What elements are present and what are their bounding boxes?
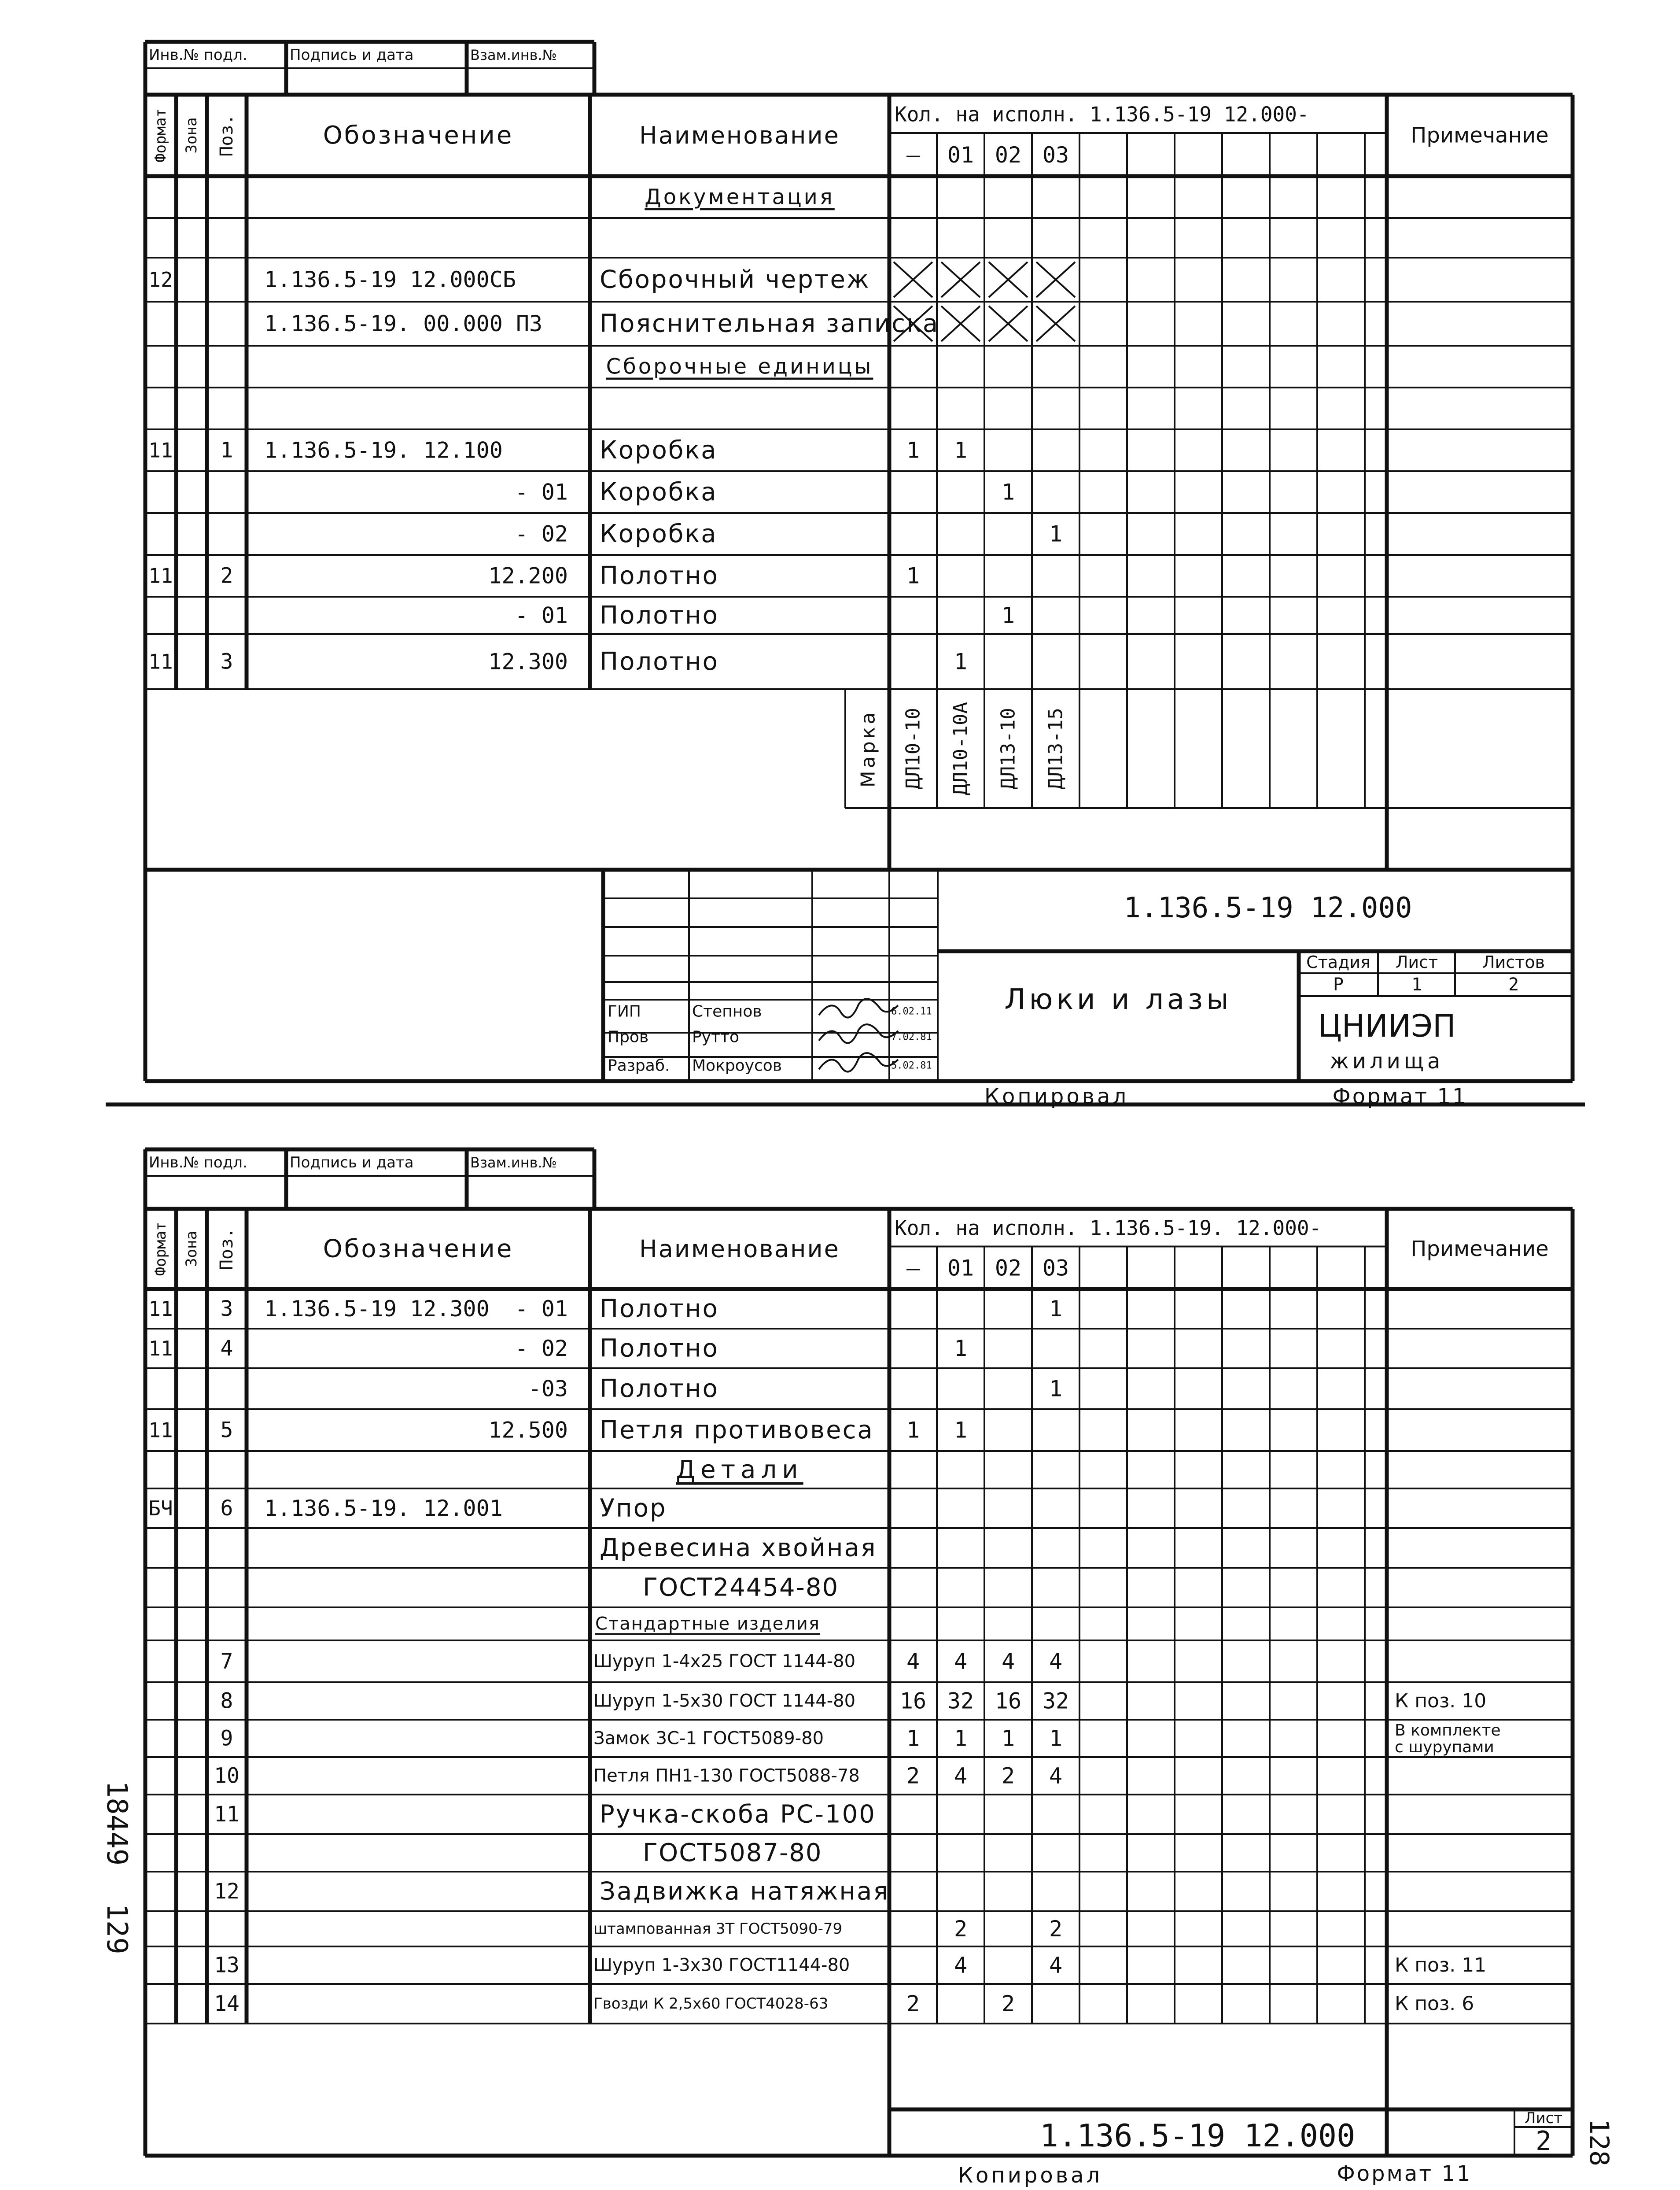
signer-name: Мокроусов bbox=[692, 1056, 782, 1075]
row-designation-suffix: -03 bbox=[528, 1376, 568, 1402]
row-quantity: 4 bbox=[954, 1648, 968, 1674]
row-designation-suffix: - 01 bbox=[515, 479, 568, 505]
header-variant: 03 bbox=[1042, 1255, 1069, 1281]
header-position: Поз. bbox=[217, 1227, 237, 1270]
row-name: Древесина хвойная bbox=[600, 1533, 877, 1562]
format-label: Формат 11 bbox=[1337, 2161, 1472, 2186]
row-name: Шуруп 1-5x30 ГОСТ 1144-80 bbox=[593, 1691, 856, 1711]
row-format: 11 bbox=[148, 1337, 173, 1360]
row-designation: 1.136.5-19. 12.001 bbox=[264, 1496, 503, 1521]
row-name: ГОСТ24454-80 bbox=[643, 1573, 839, 1602]
row-quantity: 2 bbox=[1049, 1916, 1063, 1942]
signer-date: 6.02.11 bbox=[891, 1006, 932, 1017]
row-position: 1 bbox=[220, 438, 233, 463]
header-variant: 03 bbox=[1042, 142, 1069, 168]
row-name: Петля противовеса bbox=[600, 1416, 874, 1444]
row-position: 8 bbox=[220, 1688, 233, 1714]
row-quantity: 1 bbox=[954, 1336, 968, 1361]
row-quantity: 1 bbox=[906, 1417, 920, 1443]
row-quantity: 1 bbox=[1049, 521, 1063, 547]
header-designation: Обозначение bbox=[323, 1234, 514, 1263]
row-note: К поз. 6 bbox=[1395, 1992, 1474, 2015]
sheets-value: 2 bbox=[1508, 975, 1519, 995]
signer-date: 5.02.81 bbox=[891, 1060, 932, 1071]
copied-by-label: Копировал bbox=[958, 2163, 1103, 2188]
row-note: с шурупами bbox=[1395, 1738, 1494, 1756]
stamp-replacement-label: Взам.инв.№ bbox=[470, 47, 557, 63]
row-quantity: 1 bbox=[906, 437, 920, 463]
row-name: Задвижка натяжная bbox=[600, 1877, 890, 1906]
stamp-signature-label: Подпись и дата bbox=[290, 46, 414, 64]
row-format: 11 bbox=[148, 650, 173, 674]
row-designation: 1.136.5-19 12.300 bbox=[264, 1296, 490, 1322]
section-heading: Детали bbox=[676, 1455, 803, 1484]
row-quantity: 4 bbox=[1049, 1763, 1063, 1789]
row-position: 6 bbox=[220, 1496, 233, 1521]
row-designation-suffix: - 01 bbox=[515, 1296, 568, 1322]
marks-label: Марка bbox=[857, 709, 880, 788]
row-name: Гвозди К 2,5x60 ГОСТ4028-63 bbox=[593, 1995, 829, 2013]
row-designation-suffix: 12.300 bbox=[488, 649, 568, 675]
row-quantity: 1 bbox=[906, 563, 920, 589]
handwritten-signature bbox=[819, 1024, 898, 1043]
row-format: 12 bbox=[148, 268, 173, 292]
row-quantity: 1 bbox=[906, 1725, 920, 1751]
not-applicable-cross bbox=[1036, 306, 1075, 341]
row-position: 10 bbox=[214, 1763, 239, 1788]
section-heading: Документация bbox=[645, 185, 835, 210]
not-applicable-cross bbox=[941, 306, 980, 341]
row-format: 11 bbox=[148, 1418, 173, 1442]
not-applicable-cross bbox=[989, 262, 1028, 297]
stamp-inventory-label: Инв.№ подл. bbox=[149, 46, 247, 64]
row-format: 11 bbox=[148, 564, 173, 588]
row-name: штампованная 3Т ГОСТ5090-79 bbox=[593, 1920, 843, 1938]
header-variant: — bbox=[906, 142, 920, 168]
stage-label: Стадия bbox=[1306, 953, 1371, 972]
row-name: Замок 3С-1 ГОСТ5089-80 bbox=[593, 1728, 824, 1749]
row-name: Петля ПН1-130 ГОСТ5088-78 bbox=[593, 1765, 860, 1786]
handwritten-signature bbox=[819, 999, 898, 1017]
copied-by-label: Копировал bbox=[984, 1084, 1129, 1109]
row-position: 4 bbox=[220, 1336, 233, 1361]
row-position: 7 bbox=[220, 1649, 233, 1674]
header-position: Поз. bbox=[217, 114, 237, 157]
row-quantity: 1 bbox=[954, 1725, 968, 1751]
row-quantity: 1 bbox=[1001, 1725, 1015, 1751]
organization-name: ЦНИИЭП bbox=[1318, 1008, 1456, 1044]
header-designation: Обозначение bbox=[323, 121, 514, 150]
mark-value: ДЛ13-10 bbox=[997, 708, 1020, 790]
row-designation-suffix: 12.500 bbox=[488, 1417, 568, 1443]
row-designation: 1.136.5-19. 12.100 bbox=[264, 437, 503, 463]
stamp-inventory-label: Инв.№ подл. bbox=[149, 1154, 247, 1171]
row-name: Коробка bbox=[600, 478, 718, 506]
row-name: Шуруп 1-4x25 ГОСТ 1144-80 bbox=[593, 1651, 856, 1672]
row-quantity: 1 bbox=[954, 1417, 968, 1443]
row-name: Шуруп 1-3x30 ГОСТ1144-80 bbox=[593, 1955, 850, 1976]
section-heading: Сборочные единицы bbox=[606, 354, 873, 379]
signer-date: 7.02.81 bbox=[891, 1031, 932, 1043]
row-name: Упор bbox=[600, 1494, 667, 1523]
row-format: 11 bbox=[148, 1297, 173, 1321]
row-designation-suffix: 12.200 bbox=[488, 563, 568, 589]
header-format: Формат bbox=[152, 108, 169, 162]
row-quantity: 16 bbox=[899, 1688, 927, 1714]
row-quantity: 4 bbox=[1049, 1648, 1063, 1674]
document-title: Люки и лазы bbox=[1004, 983, 1232, 1016]
row-quantity: 1 bbox=[1049, 1296, 1063, 1322]
row-name: ГОСТ5087-80 bbox=[643, 1839, 822, 1867]
not-applicable-cross bbox=[989, 306, 1028, 341]
archive-number: 18449 bbox=[100, 1780, 133, 1866]
handwritten-signature bbox=[819, 1053, 898, 1071]
header-quantity: Кол. на исполн. 1.136.5-19. 12.000- bbox=[895, 1216, 1322, 1240]
sheets-label: Листов bbox=[1482, 953, 1545, 972]
header-variant: 02 bbox=[995, 142, 1022, 168]
row-designation-suffix: - 01 bbox=[515, 602, 568, 628]
row-note: К поз. 10 bbox=[1395, 1690, 1487, 1712]
row-quantity: 4 bbox=[1001, 1648, 1015, 1674]
row-quantity: 2 bbox=[906, 1991, 920, 2016]
row-designation-suffix: - 02 bbox=[515, 521, 568, 547]
row-designation-suffix: - 02 bbox=[515, 1336, 568, 1361]
signer-name: Рутто bbox=[692, 1028, 739, 1046]
row-quantity: 1 bbox=[1001, 602, 1015, 628]
page-number-left: 129 bbox=[100, 1903, 133, 1954]
row-quantity: 2 bbox=[954, 1916, 968, 1942]
header-variant: 02 bbox=[995, 1255, 1022, 1281]
mark-value: ДЛ10-10 bbox=[902, 708, 925, 790]
row-quantity: 1 bbox=[954, 437, 968, 463]
row-designation: 1.136.5-19. 00.000 ПЗ bbox=[264, 311, 543, 336]
document-code: 1.136.5-19 12.000 bbox=[1124, 892, 1412, 924]
header-zone: Зона bbox=[183, 117, 200, 154]
header-name: Наименование bbox=[639, 122, 840, 149]
header-name: Наименование bbox=[639, 1235, 840, 1263]
specification-sheet-2 bbox=[0, 1110, 1680, 2190]
row-name: Коробка bbox=[600, 436, 718, 465]
row-name: Полотно bbox=[600, 1374, 719, 1403]
row-name: Пояснительная записка bbox=[600, 309, 939, 338]
header-quantity: Кол. на исполн. 1.136.5-19 12.000- bbox=[895, 102, 1309, 126]
mark-value: ДЛ13-15 bbox=[1044, 708, 1067, 790]
document-code: 1.136.5-19 12.000 bbox=[1039, 2118, 1356, 2154]
row-note: В комплекте bbox=[1395, 1721, 1501, 1739]
not-applicable-cross bbox=[941, 262, 980, 297]
signer-role: ГИП bbox=[608, 1002, 641, 1021]
row-designation: 1.136.5-19 12.000СБ bbox=[264, 267, 516, 292]
not-applicable-cross bbox=[894, 262, 932, 297]
row-format: 11 bbox=[148, 438, 173, 462]
organization-subtitle: жилища bbox=[1330, 1049, 1444, 1074]
row-quantity: 1 bbox=[1001, 479, 1015, 505]
header-variant: — bbox=[906, 1255, 920, 1281]
row-quantity: 4 bbox=[906, 1648, 920, 1674]
row-position: 2 bbox=[220, 563, 233, 588]
row-position: 3 bbox=[220, 649, 233, 674]
row-position: 5 bbox=[220, 1418, 233, 1443]
page-number-right: 128 bbox=[1584, 2118, 1614, 2167]
row-quantity: 2 bbox=[906, 1763, 920, 1789]
row-position: 14 bbox=[214, 1991, 239, 2016]
row-quantity: 16 bbox=[995, 1688, 1022, 1714]
row-name: Полотно bbox=[600, 647, 719, 676]
row-quantity: 2 bbox=[1001, 1763, 1015, 1789]
row-quantity: 32 bbox=[1042, 1688, 1069, 1714]
row-name: Полотно bbox=[600, 601, 719, 630]
row-name: Ручка-скоба РС-100 bbox=[600, 1800, 876, 1829]
mark-value: ДЛ10-10А bbox=[949, 702, 972, 795]
row-position: 12 bbox=[214, 1879, 239, 1904]
sheet-value: 2 bbox=[1535, 2126, 1552, 2157]
header-note: Примечание bbox=[1411, 123, 1549, 148]
row-quantity: 1 bbox=[1049, 1376, 1063, 1402]
row-position: 13 bbox=[214, 1953, 239, 1978]
row-name: Полотно bbox=[600, 1334, 719, 1363]
stage-value: Р bbox=[1333, 975, 1344, 995]
row-quantity: 4 bbox=[954, 1763, 968, 1789]
section-heading: Стандартные изделия bbox=[595, 1614, 820, 1634]
sheet-label: Лист bbox=[1524, 2109, 1563, 2127]
row-position: 11 bbox=[214, 1802, 239, 1827]
header-format: Формат bbox=[152, 1222, 169, 1276]
row-format: БЧ bbox=[148, 1496, 173, 1520]
row-quantity: 2 bbox=[1001, 1991, 1015, 2016]
header-note: Примечание bbox=[1411, 1237, 1549, 1261]
row-note: К поз. 11 bbox=[1395, 1954, 1487, 1976]
header-variant: 01 bbox=[947, 142, 974, 168]
row-position: 3 bbox=[220, 1296, 233, 1321]
signer-role: Разраб. bbox=[608, 1056, 670, 1075]
row-quantity: 1 bbox=[954, 649, 968, 675]
row-quantity: 32 bbox=[947, 1688, 974, 1714]
signer-role: Пров bbox=[608, 1028, 649, 1046]
format-label: Формат 11 bbox=[1332, 1084, 1468, 1109]
signer-name: Степнов bbox=[692, 1002, 762, 1021]
row-name: Полотно bbox=[600, 561, 719, 590]
stamp-replacement-label: Взам.инв.№ bbox=[470, 1154, 557, 1171]
stamp-signature-label: Подпись и дата bbox=[290, 1154, 414, 1171]
row-quantity: 1 bbox=[1049, 1725, 1063, 1751]
row-quantity: 4 bbox=[954, 1952, 968, 1978]
not-applicable-cross bbox=[1036, 262, 1075, 297]
row-name: Полотно bbox=[600, 1294, 719, 1323]
sheet-value: 1 bbox=[1411, 975, 1422, 995]
row-quantity: 4 bbox=[1049, 1952, 1063, 1978]
header-variant: 01 bbox=[947, 1255, 974, 1281]
sheet-label: Лист bbox=[1395, 953, 1438, 972]
row-name: Сборочный чертеж bbox=[600, 265, 870, 294]
row-position: 9 bbox=[220, 1726, 233, 1751]
row-name: Коробка bbox=[600, 520, 718, 548]
header-zone: Зона bbox=[183, 1231, 200, 1267]
